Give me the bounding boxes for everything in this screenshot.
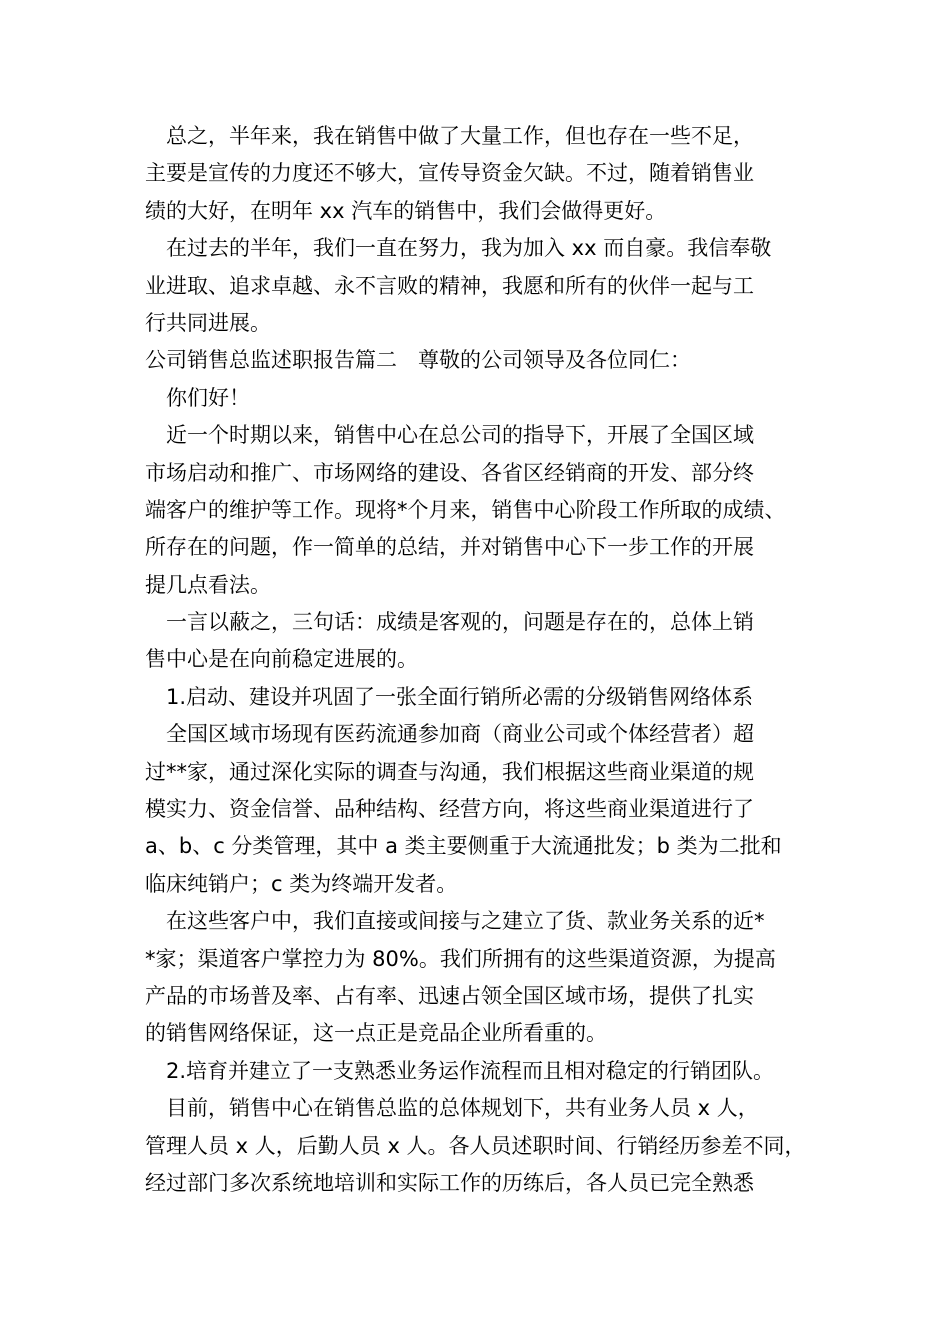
text-line: 总之，半年来，我在销售中做了大量工作，但也存在一些不足， (145, 124, 754, 148)
text-line: 所存在的问题，作一简单的总结，并对销售中心下一步工作的开展 (145, 535, 754, 560)
text-line: *家；渠道客户掌控力为 80%。我们所拥有的这些渠道资源，为提高 (145, 946, 776, 971)
text-line: 售中心是在向前稳定进展的。 (145, 647, 418, 672)
text-line: 主要是宣传的力度还不够大，宣传导资金欠缺。不过，随着销售业 (145, 161, 754, 186)
text-line: 全国区域市场现有医药流通参加商（商业公司或个体经营者）超 (145, 722, 754, 747)
text-line: 业进取、追求卓越、永不言败的精神，我愿和所有的伙伴一起与工 (145, 273, 754, 298)
numbered-item: 1.启动、建设并巩固了一张全面行销所必需的分级销售网络体系 (145, 684, 754, 709)
text-line: 绩的大好，在明年 xx 汽车的销售中，我们会做得更好。 (145, 198, 667, 223)
text-line: 在过去的半年，我们一直在努力，我为加入 xx 而自豪。我信奉敬 (145, 236, 772, 261)
text-line: a、b、c 分类管理，其中 a 类主要侧重于大流通批发；b 类为二批和 (145, 834, 782, 859)
text-line: 经过部门多次系统地培训和实际工作的历练后，各人员已完全熟悉 (145, 1170, 754, 1195)
text-line: 模实力、资金信誉、品种结构、经营方向，将这些商业渠道进行了 (145, 797, 754, 822)
text-line: 临床纯销户；c 类为终端开发者。 (145, 871, 458, 896)
text-line: 目前，销售中心在销售总监的总体规划下，共有业务人员 x 人， (145, 1096, 759, 1121)
text-line: 管理人员 x 人，后勤人员 x 人。各人员述职时间、行销经历参差不同， (145, 1133, 806, 1158)
numbered-item: 2.培育并建立了一支熟悉业务运作流程而且相对稳定的行销团队。 (145, 1058, 775, 1083)
text-line: 行共同进展。 (145, 310, 271, 335)
text-line: 市场启动和推广、市场网络的建设、各省区经销商的开发、部分终 (145, 460, 754, 485)
text-line: 一言以蔽之，三句话：成绩是客观的，问题是存在的，总体上销 (145, 610, 754, 635)
text-line: 提几点看法。 (145, 572, 271, 597)
text-line: 在这些客户中，我们直接或间接与之建立了货、款业务关系的近* (145, 909, 765, 934)
text-line: 的销售网络保证，这一点正是竞品企业所看重的。 (145, 1021, 607, 1046)
text-line: 产品的市场普及率、占有率、迅速占领全国区域市场，提供了扎实 (145, 983, 754, 1008)
text-line: 端客户的维护等工作。现将*个月来，销售中心阶段工作所取的成绩、 (145, 497, 786, 522)
text-line: 过**家，通过深化实际的调查与沟通，我们根据这些商业渠道的规 (145, 759, 754, 784)
document-body (145, 118, 825, 1202)
text-line: 近一个时期以来，销售中心在总公司的指导下，开展了全国区域 (145, 423, 754, 448)
text-line: 你们好！ (145, 385, 250, 410)
section-heading: 公司销售总监述职报告篇二 尊敬的公司领导及各位同仁： (145, 348, 691, 373)
